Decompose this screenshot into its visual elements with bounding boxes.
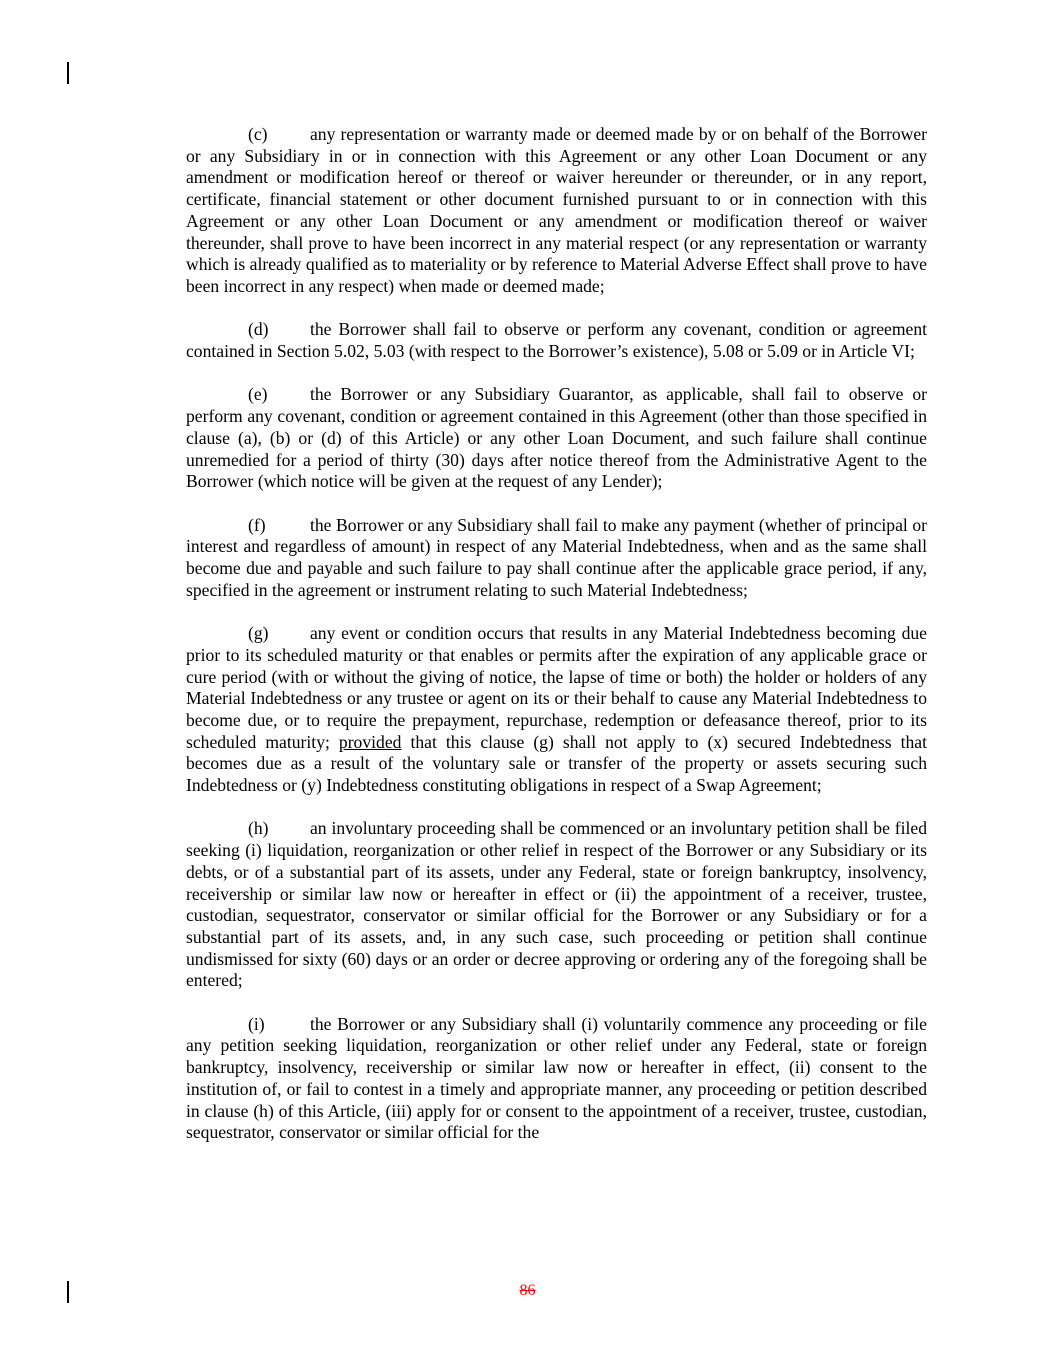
clause-d <box>186 319 927 362</box>
clause-label: (h) <box>248 818 269 839</box>
clause-text: the Borrower or any Subsidiary shall (i) voluntarily commence any proceeding or file any petition seeking liquidation, reorganization or other relief under any Federal, state or foreign bankruptcy, insolvency, receivership or similar law now or hereafter in effect, (ii) consent to the institution of, or fail to contest in a timely and appropriate manner, any proceeding or petition described in clause (h) of this Article, (iii) apply for or consent to the appointment of a receiver, trustee, custodian, sequestrator, conservator or similar official for the <box>186 1013 927 1143</box>
clause-label: (i) <box>248 1013 265 1034</box>
clause-h <box>186 818 927 992</box>
clause-text-after: that this clause (g) shall not apply to (x) secured Indebtedness that becomes due as a result of the voluntary sale or transfer of the property or assets securing such Indebtedness or (y) Indebtedness constituting obligations in respect of a Swap Agreement; <box>186 731 927 796</box>
revision-change-bar-top <box>67 62 69 84</box>
clause-label: (e) <box>248 384 268 405</box>
clause-label: (c) <box>248 124 268 144</box>
provided-underlined-term: provided <box>338 731 402 752</box>
clause-c <box>186 124 927 298</box>
clause-text: the Borrower shall fail to observe or perform any covenant, condition or agreement contained in Section 5.02, 5.03 (with respect to the Borrower’s existence), 5.08 or 5.09 or in Article VI; <box>186 319 927 362</box>
clause-label: (g) <box>248 623 269 644</box>
clause-f <box>186 515 927 602</box>
clause-g <box>186 623 927 797</box>
clause-text: any representation or warranty made or deemed made by or on behalf of the Borrower or any Subsidiary in or in connection with this Agreement or any other Loan Document or any amendment or modification hereof or thereof or waiver hereunder or thereunder, or in any report, certificate, financial statement or other document furnished pursuant to or in connection with this Agreement or any other Loan Document or any amendment or modification thereof or waiver thereunder, shall prove to have been incorrect in any material respect (or any representation or warranty which is already qualified as to materiality or by reference to Material Adverse Effect shall prove to have been incorrect in any respect) when made or deemed made; <box>186 124 927 296</box>
clause-label: (d) <box>248 319 269 340</box>
clause-text-before: any event or condition occurs that results in any Material Indebtedness becoming due prior to its scheduled maturity or that enables or permits after the expiration of any applicable grace or cure period (with or without the giving of notice, the lapse of time or both) the holder or holders of any Material Indebtedness or any trustee or agent on its or their behalf to cause any Material Indebtedness to become due, or to require the prepayment, repurchase, redemption or defeasance thereof, prior to its scheduled maturity; <box>186 623 927 752</box>
page-number: 86 <box>519 1282 536 1299</box>
clause-text: the Borrower or any Subsidiary Guarantor, as applicable, shall fail to observe or perform any covenant, condition or agreement contained in this Agreement (other than those specified in clause (a), (b) or (d) of this Article) or any other Loan Document, and such failure shall continue unremedied for a period of thirty (30) days after notice thereof from the Administrative Agent to the Borrower (which notice will be given at the request of any Lender); <box>186 384 927 492</box>
clause-text: the Borrower or any Subsidiary shall fail to make any payment (whether of principal or interest and regardless of amount) in respect of any Material Indebtedness, when and as the same shall become due and payable and such failure to pay shall continue after the applicable grace period, if any, specified in the agreement or instrument relating to such Material Indebtedness; <box>186 514 927 600</box>
clause-label: (f) <box>248 514 266 535</box>
clause-e <box>186 384 927 493</box>
document-body <box>186 124 927 1144</box>
clause-text: an involuntary proceeding shall be commenced or an involuntary petition shall be filed seeking (i) liquidation, reorganization or other relief in respect of the Borrower or any Subsidiary or its debts, or of a substantial part of its assets, under any Federal, state or foreign bankruptcy, insolvency, receivership or similar law now or hereafter in effect or (ii) the appointment of a receiver, trustee, custodian, sequestrator, conservator or similar official for the Borrower or any Subsidiary or for a substantial part of its assets, and, in any such case, such proceeding or petition shall continue undismissed for sixty (60) days or an order or decree approving or ordering any of the foregoing shall be entered; <box>186 818 927 991</box>
clause-i <box>186 1014 927 1144</box>
